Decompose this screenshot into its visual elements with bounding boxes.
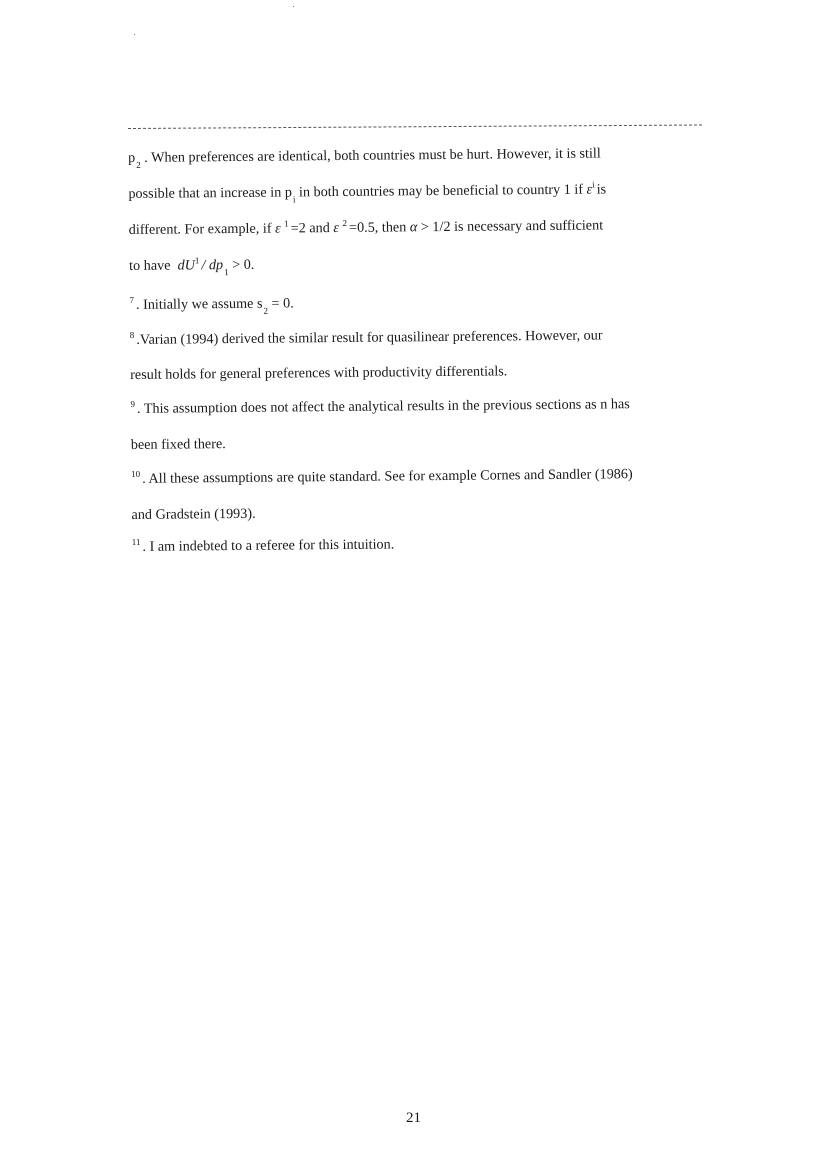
footnote-11 xyxy=(132,536,395,557)
footnote-continuation-line-2 xyxy=(128,181,606,204)
alpha-symbol: α xyxy=(409,219,418,236)
footnote-continuation-line-4 xyxy=(129,257,254,276)
math-expression: / dp xyxy=(201,257,224,274)
footnote-text: . This assumption does not affect the analytical results in the previous sections as n has xyxy=(136,396,630,417)
superscript: i xyxy=(592,179,595,190)
footnote-text: =2 and xyxy=(290,220,330,237)
footnote-separator-rule xyxy=(128,124,702,129)
footnote-9-line-1 xyxy=(130,396,629,419)
superscript: 1 xyxy=(284,218,289,229)
footnote-marker: 10 xyxy=(131,468,141,479)
superscript: 2 xyxy=(342,217,348,228)
footnote-text: different. For example, if xyxy=(128,220,272,238)
subscript: 1 xyxy=(224,267,229,278)
footnote-text: possible that an increase in p xyxy=(128,184,293,202)
page-number: 21 xyxy=(406,1110,421,1126)
subscript: i xyxy=(292,194,296,205)
footnote-marker: 9 xyxy=(130,398,135,409)
footnote-text: > 0. xyxy=(232,256,255,274)
footnote-marker: 11 xyxy=(131,536,141,547)
footnote-text: . Initially we assume s xyxy=(135,295,263,313)
footnote-text: > 1/2 is necessary and sufficient xyxy=(420,217,604,236)
footnote-text: . When preferences are identical, both countries must be hurt. However, it is still xyxy=(144,145,601,166)
epsilon-symbol: ε xyxy=(586,181,593,198)
scan-speck xyxy=(293,6,294,7)
footnote-text: .Varian (1994) derived the similar result for quasilinear preferences. However, our xyxy=(136,327,603,348)
footnote-text: =0.5, then xyxy=(348,219,407,236)
footnote-10-line-2 xyxy=(131,506,255,524)
footnote-text: . I am indebted to a referee for this intuition. xyxy=(142,536,395,555)
epsilon-symbol: ε xyxy=(333,219,340,237)
footnote-8-line-1 xyxy=(130,327,603,350)
scan-speck xyxy=(134,34,135,35)
footnote-continuation-line-3 xyxy=(129,217,604,240)
footnote-10-line-1 xyxy=(131,466,633,489)
footnote-continuation-line-1 xyxy=(128,145,601,168)
footnote-8-line-2 xyxy=(130,363,507,384)
subscript: 2 xyxy=(136,159,141,170)
epsilon-symbol: ε xyxy=(274,220,281,237)
footnote-9-line-2 xyxy=(131,436,226,454)
footnote-7 xyxy=(129,295,293,315)
footnote-text: = 0. xyxy=(271,295,294,312)
footnote-text: and Gradstein (1993). xyxy=(131,505,256,523)
p-symbol: p xyxy=(128,149,136,166)
superscript: 1 xyxy=(194,255,200,266)
footnote-text: been fixed there. xyxy=(130,436,226,453)
footnote-text: to have xyxy=(129,257,171,274)
footnote-marker: 7 xyxy=(129,294,134,305)
subscript: 2 xyxy=(263,305,269,316)
footnote-text: . All these assumptions are quite standard. See for example Cornes and Sandler (1986) xyxy=(142,466,633,487)
footnote-marker: 8 xyxy=(129,329,135,340)
footnote-text: is xyxy=(596,181,607,198)
math-expression: dU xyxy=(177,257,195,274)
footnotes-block xyxy=(128,144,708,555)
footnote-text: result holds for general preferences with productivity differentials. xyxy=(130,363,508,383)
footnote-text: in both countries may be beneficial to country 1 if xyxy=(298,181,584,201)
